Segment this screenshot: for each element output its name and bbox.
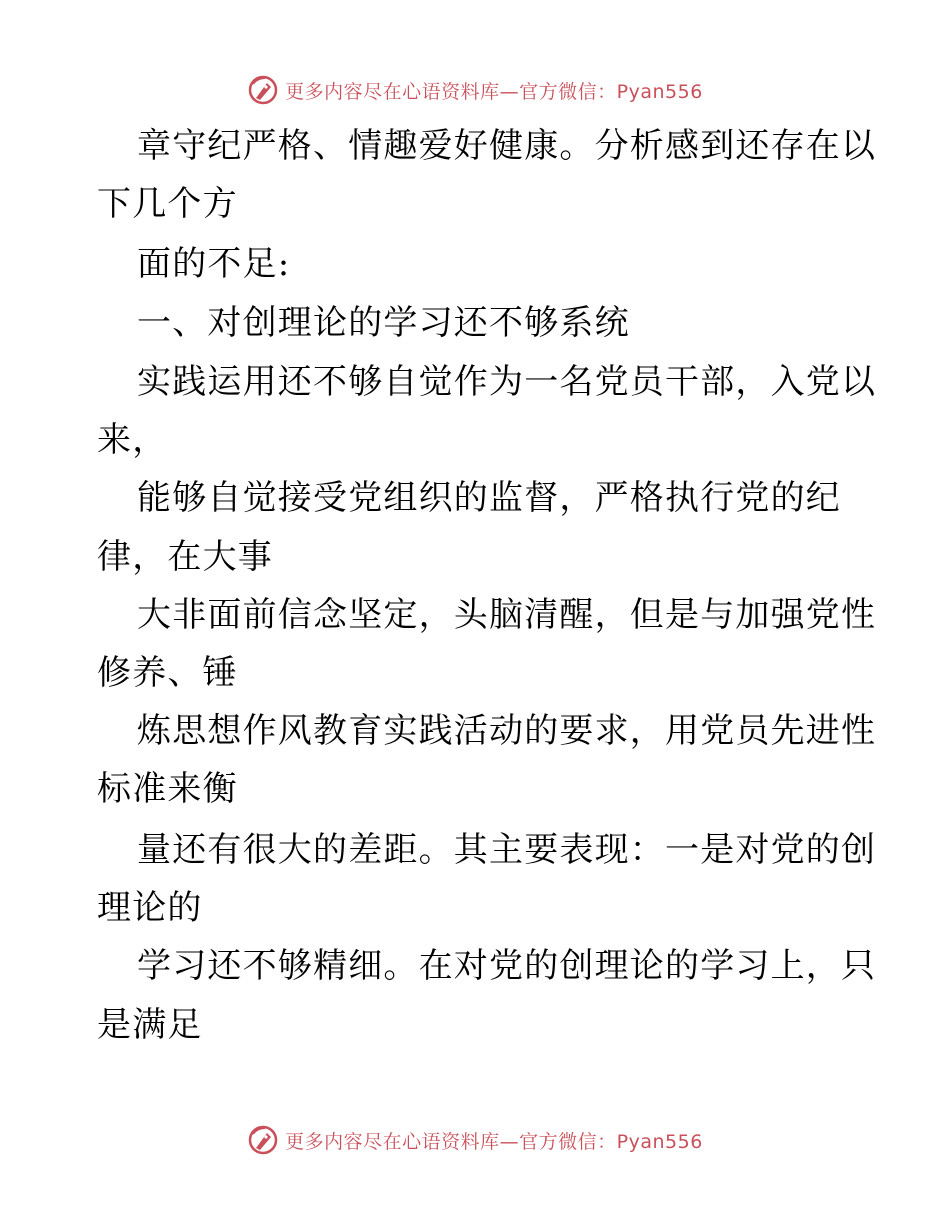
footer-watermark: [0, 1120, 950, 1160]
body-line: 面的不足:: [137, 244, 291, 284]
body-line: 标准来衡: [97, 769, 238, 809]
body-line: 实践运用还不够自觉作为一名党员干部，入党以: [137, 362, 877, 402]
body-line: 来，: [97, 420, 168, 460]
pen-nib-circle-icon: [247, 1124, 279, 1156]
body-line: 章守纪严格、情趣爱好健康。分析感到还存在以: [137, 126, 877, 166]
body-line: 理论的: [97, 888, 203, 928]
body-line: 修养、锤: [97, 653, 238, 693]
pen-nib-circle-icon: [247, 74, 279, 106]
body-line: 炼思想作风教育实践活动的要求，用党员先进性: [137, 711, 877, 751]
body-line: 大非面前信念坚定，头脑清醒，但是与加强党性: [137, 595, 877, 635]
body-line: 是满足: [97, 1005, 203, 1045]
body-line: 量还有很大的差距。其主要表现：一是对党的创: [137, 830, 877, 870]
body-line: 律，在大事: [97, 537, 273, 577]
header-watermark-text: 更多内容尽在心语资料库—官方微信：Pyan556: [285, 80, 703, 103]
header-watermark: [0, 70, 950, 110]
body-line: 学习还不够精细。在对党的创理论的学习上，只: [137, 946, 877, 986]
body-line: 下几个方: [97, 184, 238, 224]
footer-watermark-text: 更多内容尽在心语资料库—官方微信：Pyan556: [285, 1130, 703, 1153]
section-heading: 一、对创理论的学习还不够系统: [137, 303, 630, 343]
body-line: 能够自觉接受党组织的监督，严格执行党的纪: [137, 478, 841, 518]
